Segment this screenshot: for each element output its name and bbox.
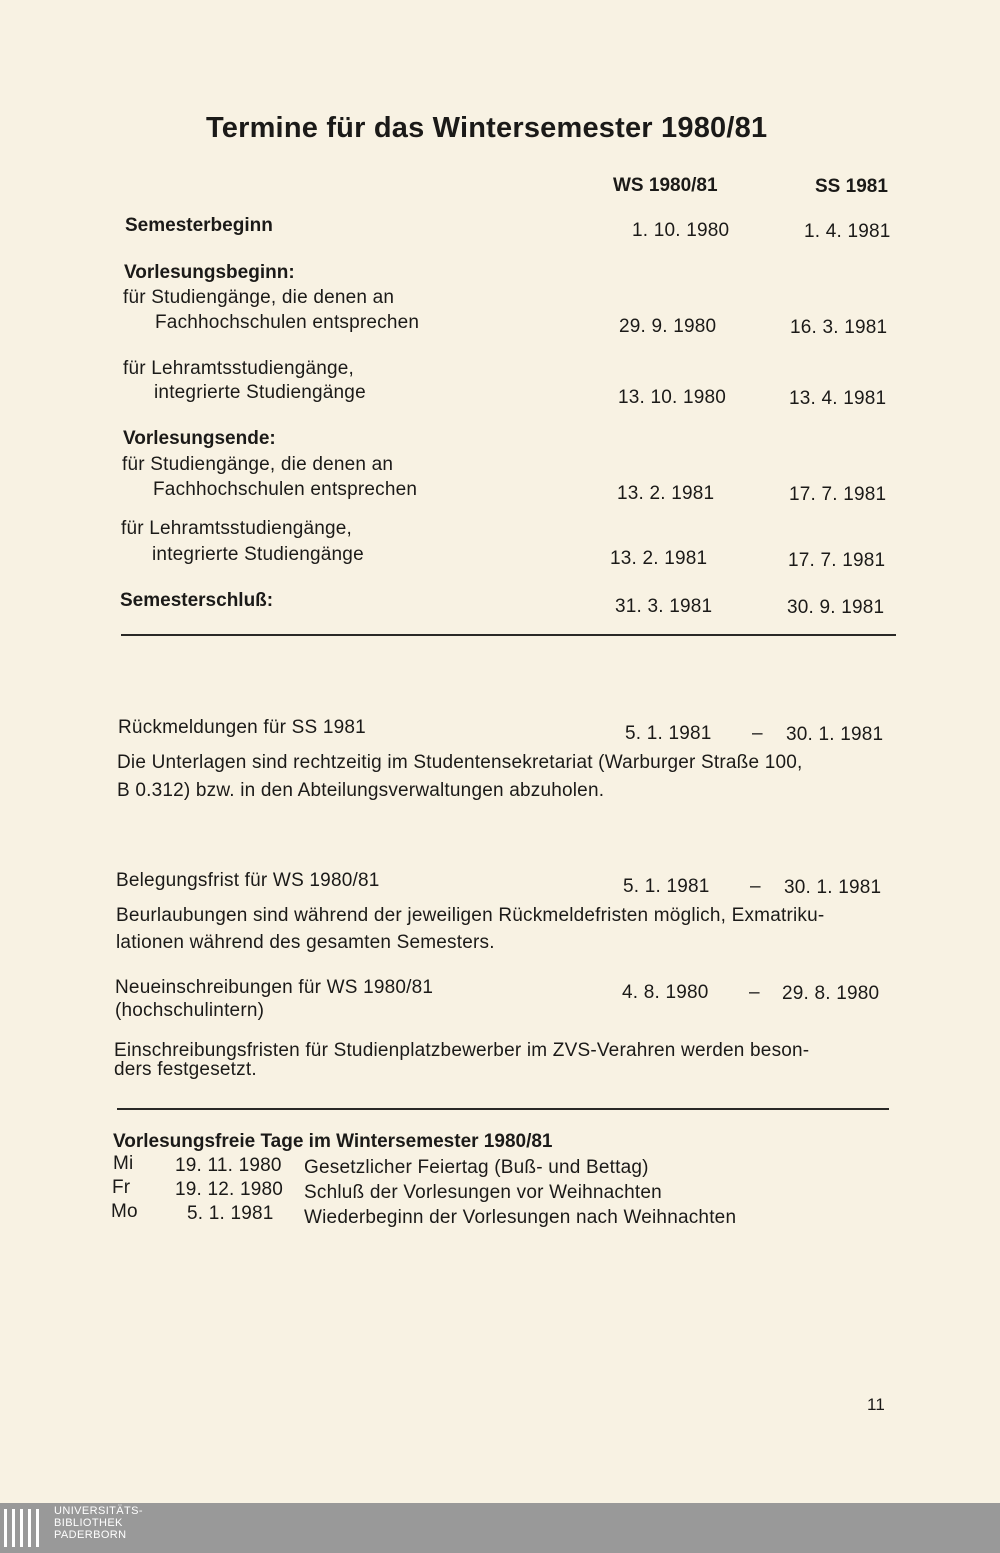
vorlesungsende-fh-line1: für Studiengänge, die denen an bbox=[122, 454, 394, 475]
holiday-day: Mo bbox=[111, 1201, 138, 1222]
vorlesungsbeginn-la-line1: für Lehramtsstudiengänge, bbox=[123, 358, 355, 379]
neueinschreibungen-label-line1: Neueinschreibungen für WS 1980/81 bbox=[115, 977, 434, 998]
library-logo-icon bbox=[4, 1509, 48, 1547]
holiday-desc: Wiederbeginn der Vorlesungen nach Weihnachten bbox=[304, 1207, 737, 1228]
page-number: 11 bbox=[867, 1395, 886, 1414]
vorlesungsende-la-ss: 17. 7. 1981 bbox=[788, 550, 886, 571]
library-footer bbox=[0, 1503, 1000, 1553]
vorlesungsende-fh-line2: Fachhochschulen entsprechen bbox=[153, 479, 418, 500]
belegungsfrist-from: 5. 1. 1981 bbox=[623, 876, 710, 897]
library-name-line1: UNIVERSITÄTS- bbox=[54, 1505, 143, 1517]
vorlesungsbeginn-fh-line2: Fachhochschulen entsprechen bbox=[155, 312, 420, 333]
neueinschreibungen-label-line2: (hochschulintern) bbox=[115, 1000, 265, 1021]
rueckmeldungen-label: Rückmeldungen für SS 1981 bbox=[118, 717, 366, 738]
vorlesungsbeginn-la-line2: integrierte Studiengänge bbox=[154, 382, 366, 403]
library-name-line3: PADERBORN bbox=[54, 1529, 127, 1541]
vorlesungsbeginn-fh-ws: 29. 9. 1980 bbox=[619, 316, 717, 337]
belegungsfrist-to: 30. 1. 1981 bbox=[784, 877, 882, 898]
semesterbeginn-label: Semesterbeginn bbox=[125, 215, 273, 236]
holiday-date: 19. 11. 1980 bbox=[175, 1155, 282, 1176]
column-header-ss: SS 1981 bbox=[815, 176, 888, 197]
belegungsfrist-note-line2: lationen während des gesamten Semesters. bbox=[116, 932, 495, 953]
vorlesungsende-la-line1: für Lehramtsstudiengänge, bbox=[121, 518, 353, 539]
semesterschluss-ss: 30. 9. 1981 bbox=[787, 597, 885, 618]
rueckmeldungen-note-line2: B 0.312) bzw. in den Abteilungsverwaltungen abzuholen. bbox=[117, 780, 605, 801]
column-header-ws: WS 1980/81 bbox=[613, 175, 718, 196]
library-name-line2: BIBLIOTHEK bbox=[54, 1517, 123, 1529]
rueckmeldungen-to: 30. 1. 1981 bbox=[786, 724, 884, 745]
holiday-day: Mi bbox=[113, 1153, 134, 1174]
vorlesungsende-heading: Vorlesungsende: bbox=[123, 428, 276, 449]
neueinschreibungen-note-line2: ders festgesetzt. bbox=[114, 1059, 257, 1080]
belegungsfrist-note-line1: Beurlaubungen sind während der jeweiligen Rückmeldefristen möglich, Exmatriku- bbox=[116, 905, 825, 926]
vorlesungsende-la-ws: 13. 2. 1981 bbox=[610, 548, 708, 569]
belegungsfrist-label: Belegungsfrist für WS 1980/81 bbox=[116, 870, 380, 891]
vorlesungsbeginn-heading: Vorlesungsbeginn: bbox=[124, 262, 295, 283]
vorlesungsbeginn-la-ws: 13. 10. 1980 bbox=[618, 387, 727, 408]
rueckmeldungen-dash: – bbox=[752, 723, 763, 744]
semesterschluss-ws: 31. 3. 1981 bbox=[615, 596, 713, 617]
holiday-desc: Gesetzlicher Feiertag (Buß- und Bettag) bbox=[304, 1157, 649, 1178]
vorlesungsbeginn-la-ss: 13. 4. 1981 bbox=[789, 388, 887, 409]
rueckmeldungen-note-line1: Die Unterlagen sind rechtzeitig im Studentensekretariat (Warburger Straße 100, bbox=[117, 752, 803, 773]
holidays-heading: Vorlesungsfreie Tage im Wintersemester 1980/81 bbox=[113, 1131, 553, 1152]
vorlesungsende-la-line2: integrierte Studiengänge bbox=[152, 544, 364, 565]
vorlesungsbeginn-fh-line1: für Studiengänge, die denen an bbox=[123, 287, 395, 308]
vorlesungsende-fh-ss: 17. 7. 1981 bbox=[789, 484, 887, 505]
neueinschreibungen-to: 29. 8. 1980 bbox=[782, 983, 880, 1004]
holiday-desc: Schluß der Vorlesungen vor Weihnachten bbox=[304, 1182, 662, 1203]
page-title: Termine für das Wintersemester 1980/81 bbox=[206, 112, 768, 144]
holiday-date: 19. 12. 1980 bbox=[175, 1179, 284, 1200]
neueinschreibungen-note-line1: Einschreibungsfristen für Studienplatzbewerber im ZVS-Verahren werden beson- bbox=[114, 1040, 810, 1061]
neueinschreibungen-dash: – bbox=[749, 982, 760, 1003]
vorlesungsende-fh-ws: 13. 2. 1981 bbox=[617, 483, 715, 504]
rueckmeldungen-from: 5. 1. 1981 bbox=[625, 723, 712, 744]
semesterschluss-label: Semesterschluß: bbox=[120, 590, 274, 611]
semesterbeginn-ws: 1. 10. 1980 bbox=[632, 220, 730, 241]
neueinschreibungen-from: 4. 8. 1980 bbox=[622, 982, 709, 1003]
section-divider bbox=[121, 634, 896, 636]
holiday-date: 5. 1. 1981 bbox=[187, 1203, 274, 1224]
vorlesungsbeginn-fh-ss: 16. 3. 1981 bbox=[790, 317, 888, 338]
holiday-day: Fr bbox=[112, 1177, 131, 1198]
semesterbeginn-ss: 1. 4. 1981 bbox=[804, 221, 891, 242]
belegungsfrist-dash: – bbox=[750, 876, 761, 897]
section-divider bbox=[117, 1108, 889, 1110]
